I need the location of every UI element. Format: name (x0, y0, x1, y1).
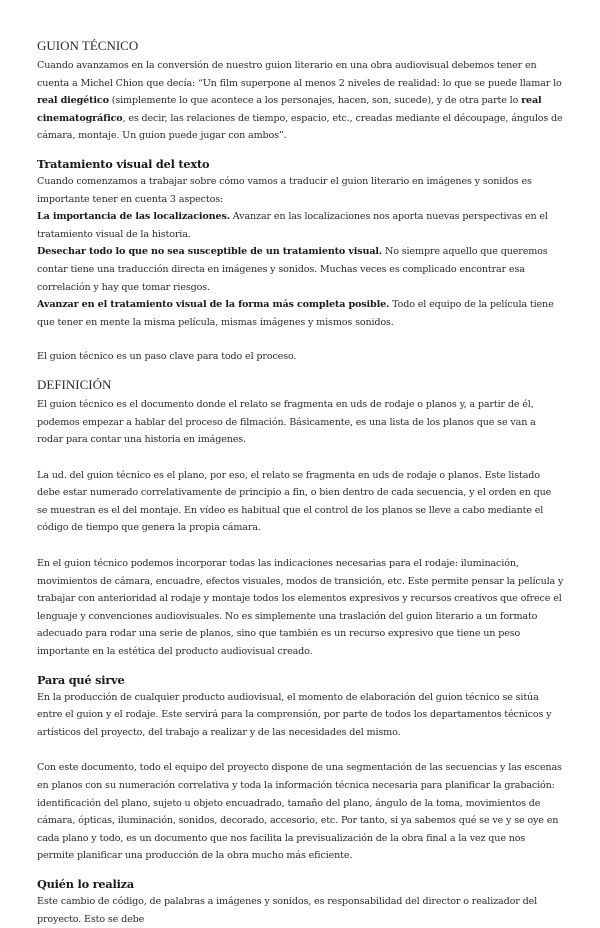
tratamiento-lead: Cuando comenzamos a trabajar sobre cómo vamos a traducir el guion literario en imágenes y sonidos es importante tener en cuenta 3 aspectos: (37, 175, 532, 205)
aspect-2-title: Desechar todo lo que no sea susceptible de un tratamiento visual. (37, 246, 383, 258)
aspect-2-text: No siempre aquello que queremos contar tiene una traducción directa en imágenes y sonidos. Muchas veces es complicado encontrar esa correlación y hay que tomar riesgos. (37, 246, 548, 293)
intro-text-2: (simplemente lo que acontece a los personajes, hacen, son, sucede), y de otra parte lo (108, 95, 522, 107)
aspect-3-title: Avanzar en el tratamiento visual de la forma más completa posible. (37, 299, 390, 311)
aspect-1-title: La importancia de las localizaciones. (37, 211, 230, 223)
heading-definicion: DEFINICIÓN (37, 376, 112, 392)
heading-quien-lo-realiza: Quién lo realiza (37, 876, 135, 891)
intro-text-1: Cuando avanzamos en la conversión de nuestro guion literario en una obra audiovisual debemos tener en cuenta a Michel Chion que decía: “Un film superpone al menos 2 niveles de realidad: lo que se puede llamar lo (37, 60, 562, 89)
document-title: GUION TÉCNICO (37, 38, 139, 53)
intro-bold-real-diegetico: real diegético (37, 95, 109, 107)
aspect-3-text: Todo el equipo de la película tiene que tener en mente la misma película, mismas imágenes y mismos sonidos. (37, 299, 554, 328)
definicion-paragraph-2: La ud. del guion técnico es el plano, por eso, el relato se fragmenta en uds de rodaje o planos. Este listado debe estar numerado correlativamente de principio a fin, o bien dentro de cada secuencia, y el orden en que se muestran es el del montaje. En vídeo es habitual que el control de los planos se lleve a cabo mediante el código de tiempo que genera la propia cámara. (37, 469, 552, 534)
para-que-paragraph-2: Con este documento, todo el equipo del proyecto dispone de una segmentación de las secuencias y las escenas en planos con su numeración correlativa y toda la información técnica necesaria para planificar la grabación: identificación del plano, sujeto u objeto encuadrado, tamaño del plano, ángulo de la toma, movimientos de cámara, ópticas, iluminación, sonidos, decorado, accesorio, etc. Por tanto, si ya sabemos qué se ve y se oye en cada plano y todo, es un documento que nos facilita la previsualización de la obra final a la vez que nos permite planificar una producción de la obra mucho más eficiente. (37, 762, 562, 862)
definicion-paragraph-3: En el guion técnico podemos incorporar todas las indicaciones necesarias para el rodaje: iluminación, movimientos de cámara, encuadre, efectos visuales, modos de transición, etc. Este permite pensar la película y trabajar con anterioridad al rodaje y montaje todos los elementos expresivos y recursos creativos que ofrece el lenguaje y convenciones audiovisuales. No es simplemente una traslación del guion literario a un formato adecuado para rodar una serie de planos, sino que también es un recurso expresivo que tiene un peso importante en la estética del producto audiovisual creado. (37, 558, 564, 658)
aspect-desechar (37, 243, 564, 296)
quien-paragraph-1: Este cambio de código, de palabras a imágenes y sonidos, es responsabilidad del director o realizador del proyecto. Esto se debe (37, 895, 538, 925)
para-que-paragraph-1: En la producción de cualquier producto audiovisual, el momento de elaboración del guion técnico se sitúa entre el guion y el rodaje. Este servirá para la comprensión, por parte de todos los departamentos técnicos y artísticos del proyecto, del trabajo a realizar y de las necesidades del mismo. (37, 691, 552, 738)
intro-text-3: , es decir, las relaciones de tiempo, espacio, etc., creadas mediante el découpage, ángulos de cámara, montaje. Un guion puede jugar con ambos”. (37, 112, 563, 142)
heading-tratamiento-visual: Tratamiento visual del texto (37, 156, 210, 171)
intro-paragraph (37, 57, 564, 145)
definicion-paragraph-1: El guion técnico es el documento donde el relato se fragmenta en uds de rodaje o planos y, a partir de él, podemos empezar a hablar del proceso de filmación. Básicamente, es una lista de los planos que se van a rodar para contar una historia en imágenes. (37, 398, 536, 446)
aspect-avanzar (37, 296, 564, 331)
aspect-localizaciones (37, 208, 564, 243)
intro-bold-real-cinematografico: real cinematográfico (37, 95, 542, 124)
tratamiento-closing: El guion técnico es un paso clave para todo el proceso. (37, 351, 297, 363)
heading-para-que-sirve: Para qué sirve (37, 672, 125, 687)
aspect-1-text: Avanzar en las localizaciones nos aporta nuevas perspectivas en el tratamiento visual de la historia. (37, 211, 548, 240)
